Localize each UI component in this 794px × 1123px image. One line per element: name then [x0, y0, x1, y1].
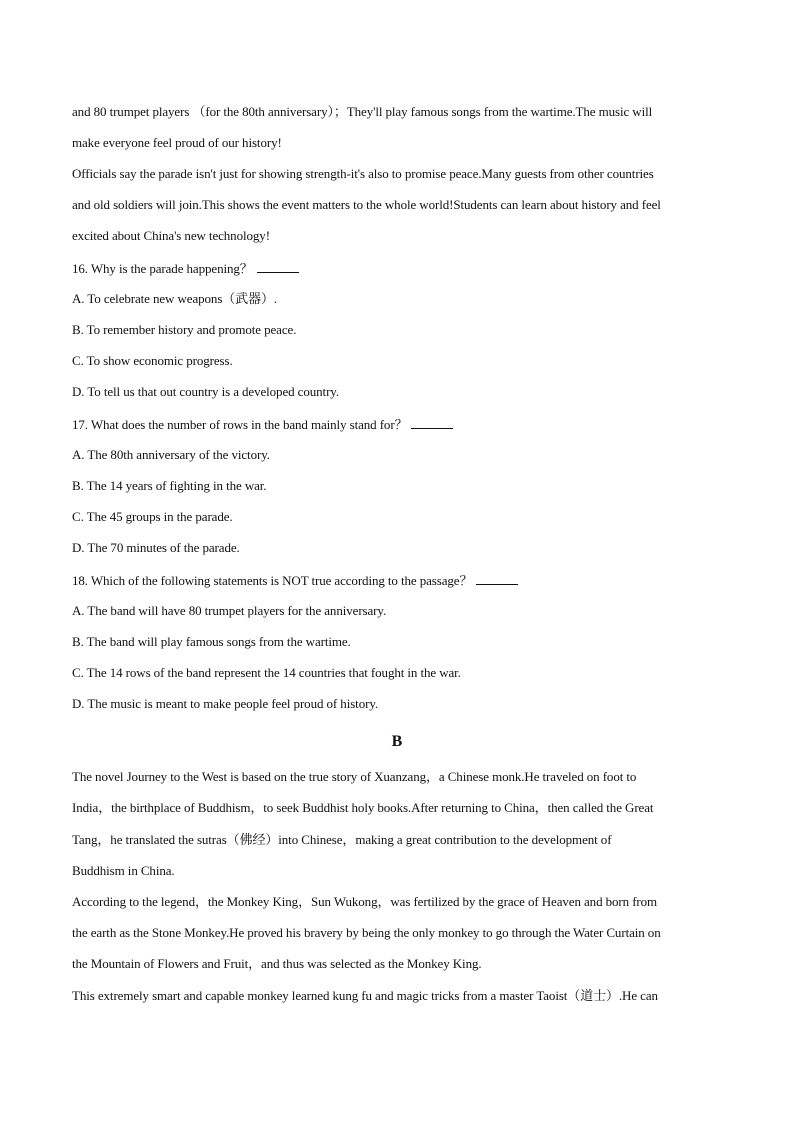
option-18-b: B. The band will play famous songs from the wartime.	[72, 634, 351, 649]
option-18-c: C. The 14 rows of the band represent the 14 countries that fought in the war.	[72, 665, 461, 680]
passage-b-line: Buddhism in China.	[72, 863, 175, 878]
passage-b-line: Tang，he translated the sutras（佛经）into Chinese，making a great contribution to the development of	[72, 832, 612, 847]
passage-a-line: make everyone feel proud of our history!	[72, 135, 282, 150]
option-17-c: C. The 45 groups in the parade.	[72, 509, 233, 524]
option-18-a: A. The band will have 80 trumpet players for the anniversary.	[72, 603, 387, 618]
option-16-d: D. To tell us that out country is a developed country.	[72, 384, 339, 399]
passage-b-line: the earth as the Stone Monkey.He proved his bravery by being the only monkey to go through the Water Curtain on	[72, 925, 661, 940]
question-stem: 18. Which of the following statements is NOT true according to the passage？	[72, 573, 473, 588]
question-18	[72, 572, 518, 589]
answer-blank[interactable]	[257, 260, 299, 273]
question-stem: 17. What does the number of rows in the band mainly stand for？	[72, 417, 408, 432]
option-17-d: D. The 70 minutes of the parade.	[72, 540, 240, 555]
option-16-a: A. To celebrate new weapons（武器）.	[72, 291, 278, 306]
passage-b-line: This extremely smart and capable monkey learned kung fu and magic tricks from a master Taoist（道士）.He can	[72, 988, 658, 1003]
passage-b-line: India，the birthplace of Buddhism，to seek Buddhist holy books.After returning to China，then called the Great	[72, 800, 654, 815]
answer-blank[interactable]	[411, 416, 453, 429]
passage-b-line: The novel Journey to the West is based on the true story of Xuanzang，a Chinese monk.He traveled on foot to	[72, 769, 637, 784]
passage-a-line: and 80 trumpet players （for the 80th anniversary）；They'll play famous songs from the wartime.The music will	[72, 104, 653, 119]
option-17-a: A. The 80th anniversary of the victory.	[72, 447, 270, 462]
passage-b-line: According to the legend，the Monkey King，Sun Wukong，was fertilized by the grace of Heaven and born from	[72, 894, 658, 909]
option-16-b: B. To remember history and promote peace.	[72, 322, 297, 337]
option-18-d: D. The music is meant to make people feel proud of history.	[72, 696, 379, 711]
question-16	[72, 260, 299, 277]
question-17	[72, 416, 453, 433]
option-17-b: B. The 14 years of fighting in the war.	[72, 478, 267, 493]
passage-a-line: excited about China's new technology!	[72, 228, 270, 243]
question-stem: 16. Why is the parade happening？	[72, 261, 253, 276]
option-16-c: C. To show economic progress.	[72, 353, 233, 368]
section-heading: B	[391, 733, 403, 750]
passage-a-line: and old soldiers will join.This shows the event matters to the whole world!Students can learn about history and feel	[72, 197, 661, 212]
passage-b-line: the Mountain of Flowers and Fruit，and thus was selected as the Monkey King.	[72, 956, 482, 971]
answer-blank[interactable]	[476, 572, 518, 585]
passage-a-line: Officials say the parade isn't just for showing strength-it's also to promise peace.Many guests from other countries	[72, 166, 654, 181]
